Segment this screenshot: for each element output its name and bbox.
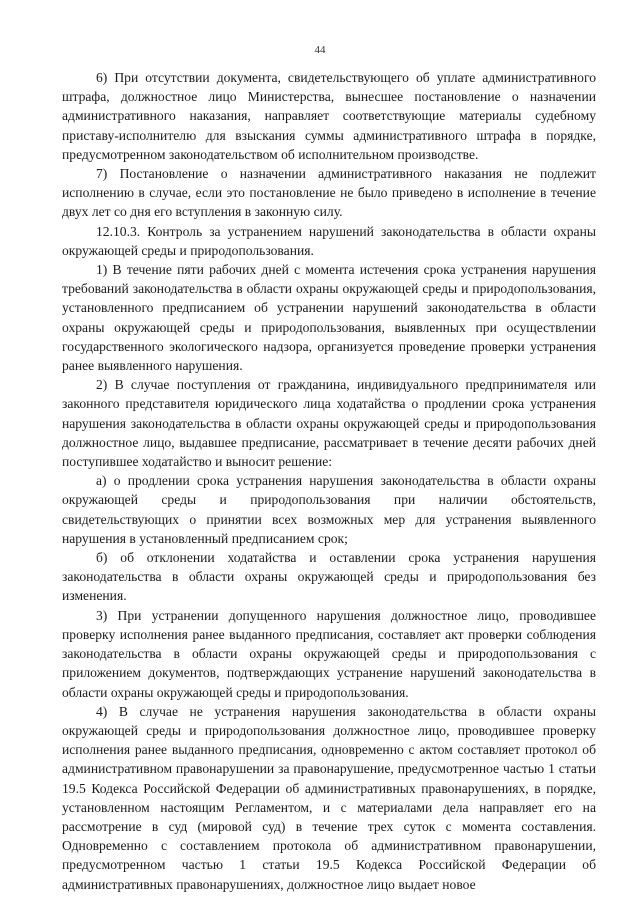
paragraph-3-violation-remedied: 3) При устранении допущенного нарушения должностное лицо, проводившее проверку исполнения ранее выданного предписания, составляет акт проверки соблюдения законодательства в области охраны окружающей среды и природопользования с приложением документов, подтверждающих устранение нарушений законодательства в области охраны окружающей среды и природопользования. — [62, 607, 596, 700]
paragraph-4-violation-not-remedied: 4) В случае не устранения нарушения законодательства в области охраны окружающей среды и природопользования должностное лицо, проводившее проверку исполнения ранее выданного предписания, одновременно с актом составляет протокол об административном правонарушении за правонарушение, предусмотренное частью 1 статьи 19.5 Кодекса Российской Федерации об административных правонарушениях, в порядке, установленном настоящим Регламентом, и с материалами дела направляет его на рассмотрение в суд (мировой суд) в течение трех суток с момента составления. Одновременно с составлением протокола об административном правонарушении, предусмотренном частью 1 статьи 19.5 Кодекса Российской Федерации об административных правонарушениях, должностное лицо выдает новое — [62, 703, 596, 892]
subparagraph-b-rejection: б) об отклонении ходатайства и оставлении срока устранения нарушения законодательства в области охраны окружающей среды и природопользования без изменения. — [62, 550, 596, 604]
paragraph-1-inspection-deadline: 1) В течение пяти рабочих дней с момента истечения срока устранения нарушения требований законодательства в области охраны окружающей среды и природопользования, установленного предписанием об устранении нарушений законодательства в области охраны окружающей среды и природопользования, выявленных при осуществлении государственного экологического надзора, организуется проведение проверки устранения ранее выявленного нарушения. — [62, 262, 596, 374]
paragraph-2-extension-request: 2) В случае поступления от гражданина, индивидуального предпринимателя или законного представителя юридического лица ходатайства о продлении срока устранения нарушения законодательства в области охраны окружающей среды и природопользования должностное лицо, выдавшее предписание, рассматривает в течение десяти рабочих дней поступившее ходатайство и выносит решение: — [62, 377, 596, 470]
document-body — [62, 68, 596, 894]
paragraph-6-no-payment: 6) При отсутствии документа, свидетельствующего об уплате административного штрафа, должностное лицо Министерства, вынесшее постановление о назначении административного наказания, направляет соответствующие материалы судебному приставу-исполнителю для взыскания суммы административного штрафа в порядке, предусмотренном законодательством об исполнительном производстве. — [62, 70, 596, 162]
page-number: 44 — [314, 44, 326, 56]
subparagraph-a-extension: а) о продлении срока устранения нарушения законодательства в области охраны окружающей среды и природопользования при наличии обстоятельств, свидетельствующих о принятии всех возможных мер для устранения выявленного нарушения в установленный предписанием срок; — [62, 473, 596, 546]
paragraph-7-not-executed: 7) Постановление о назначении административного наказания не подлежит исполнению в случае, если это постановление не было приведено в исполнение в течение двух лет со дня его вступления в законную силу. — [62, 166, 596, 220]
section-12-10-3-heading: 12.10.3. Контроль за устранением нарушений законодательства в области охраны окружающей среды и природопользования. — [62, 223, 596, 258]
